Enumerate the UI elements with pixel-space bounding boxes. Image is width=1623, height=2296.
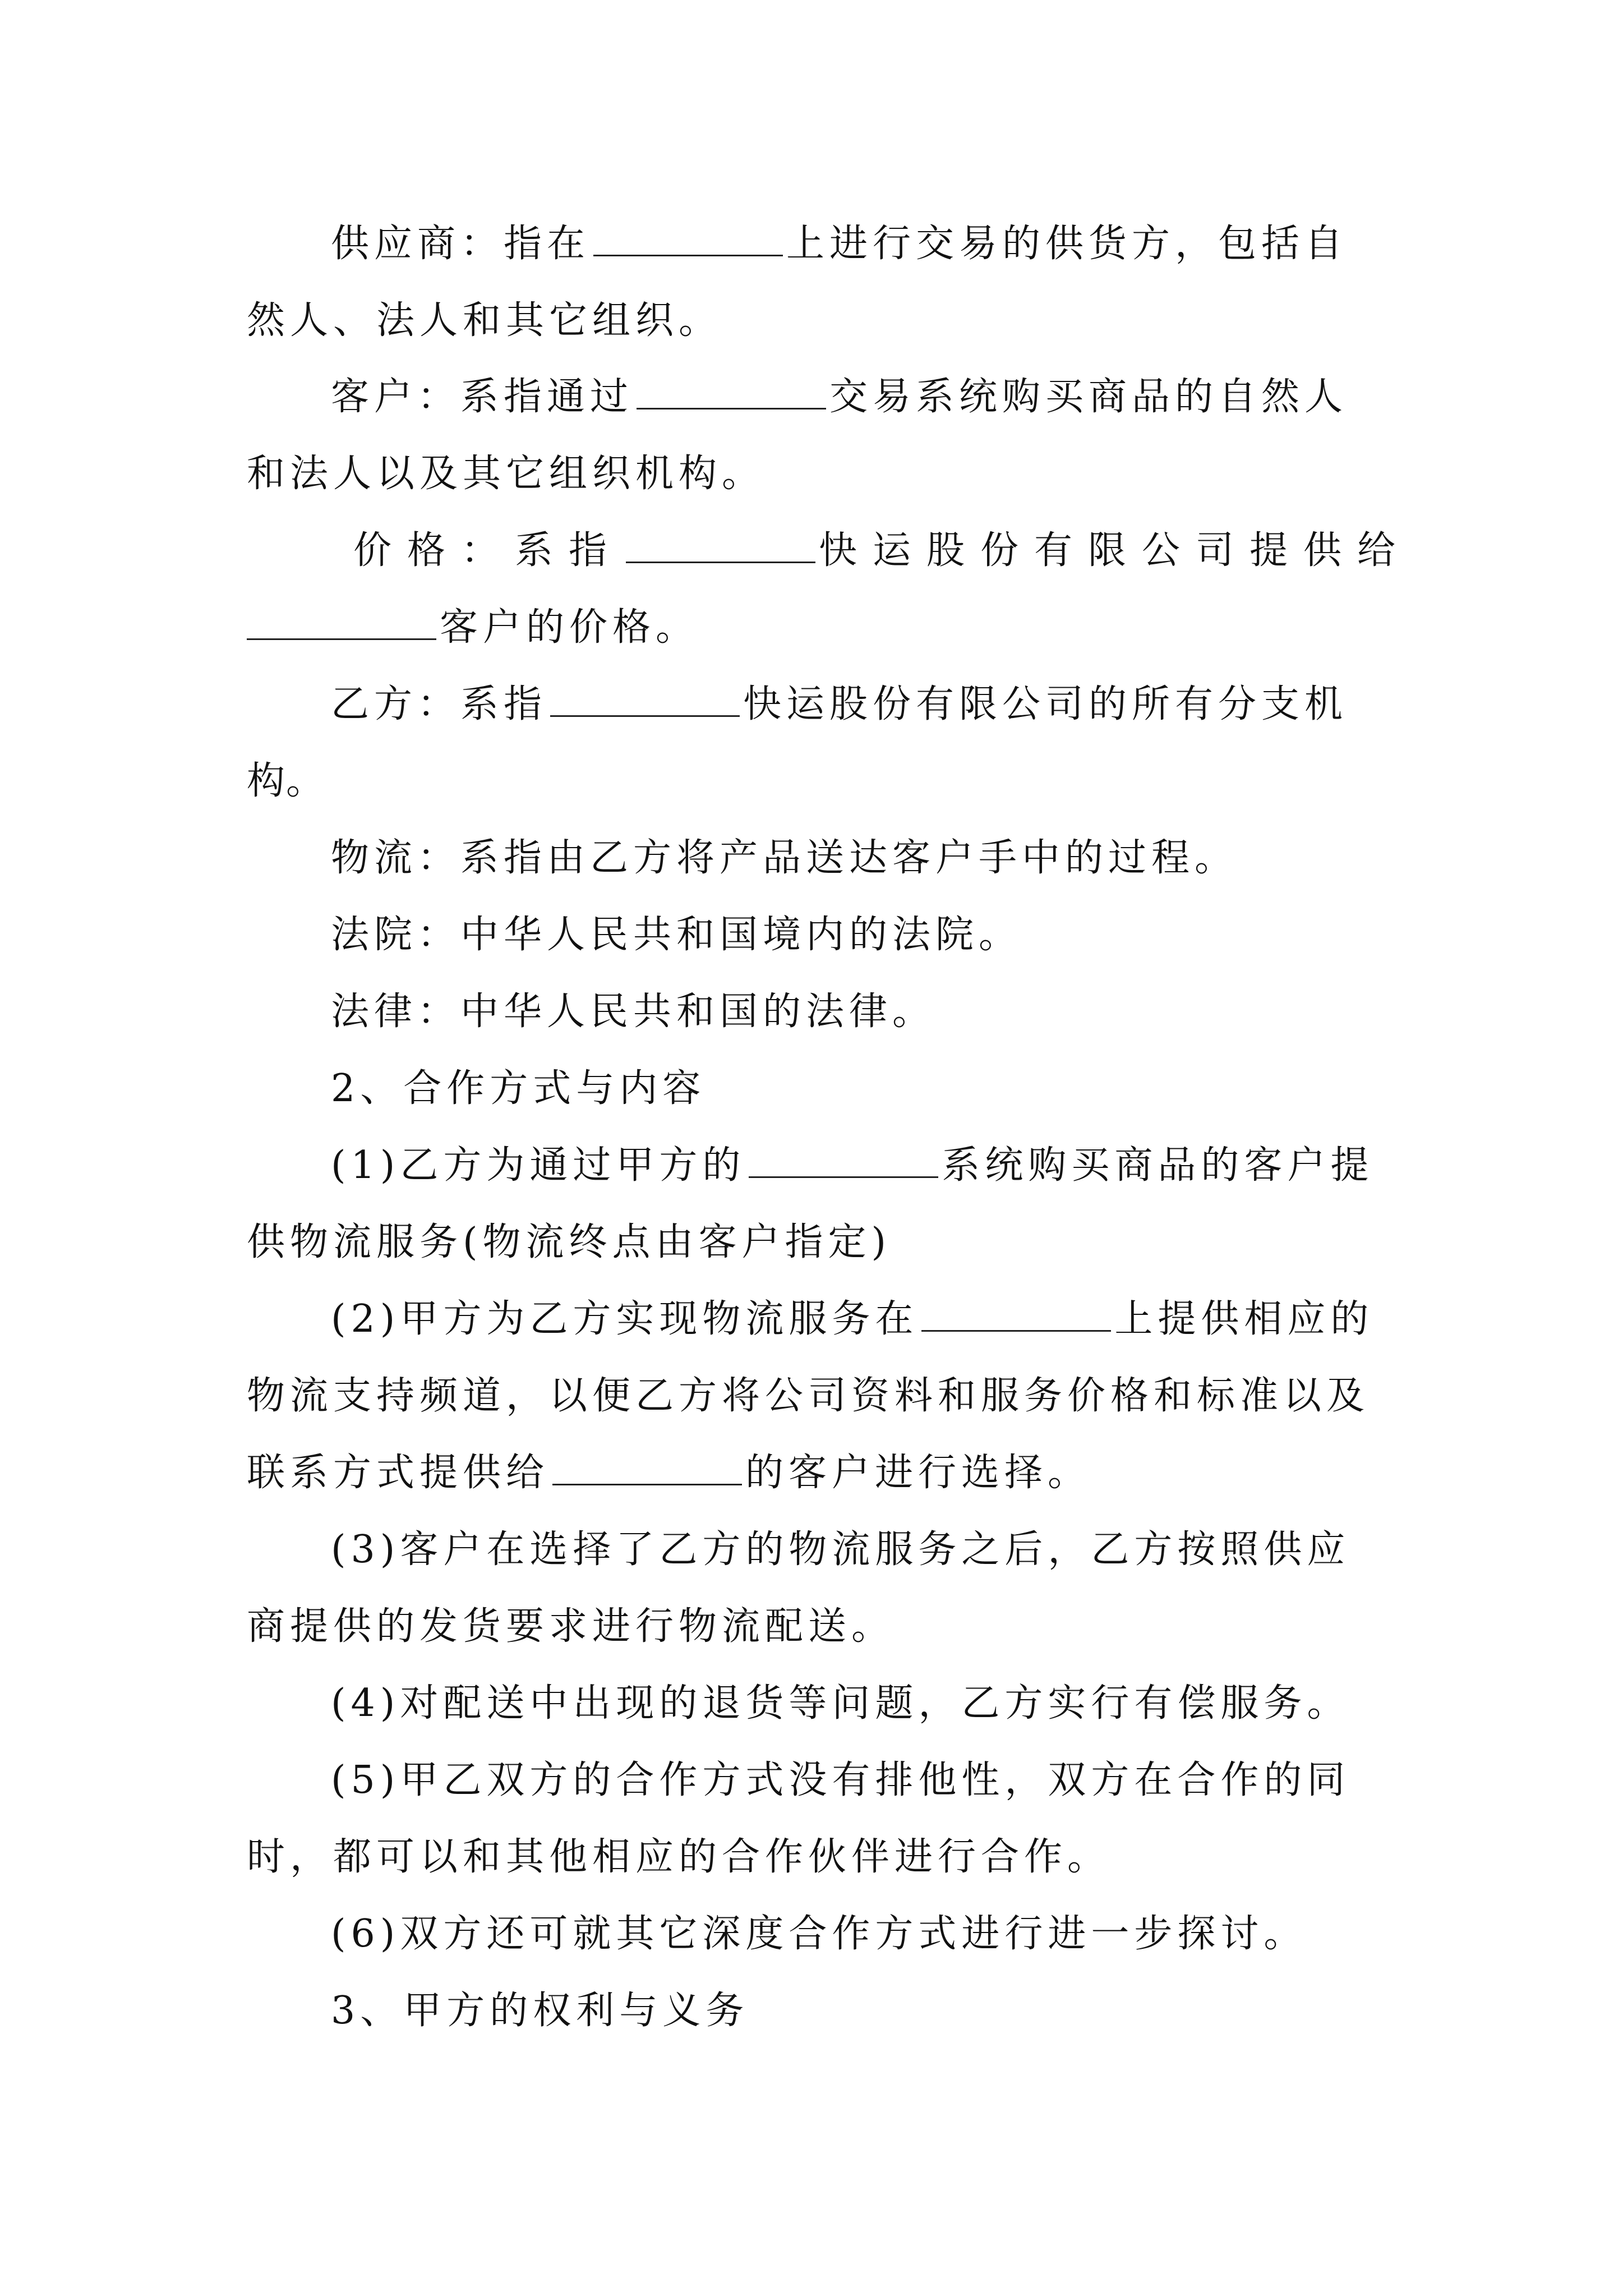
text-line — [247, 1448, 1091, 1498]
text-segment: (1)乙方为通过甲方的 — [331, 1143, 746, 1188]
fill-in-blank — [247, 605, 436, 640]
fill-in-blank — [552, 1450, 742, 1485]
text-segment: 物流支持频道，以便乙方将公司资料和服务价格和标准以及 — [247, 1374, 1370, 1418]
text-line — [331, 910, 1022, 960]
text-line — [331, 1909, 1307, 1959]
text-line — [331, 833, 1238, 884]
text-line — [247, 449, 765, 499]
text-segment: (6)双方还可就其它深度合作方式进行进一步探讨。 — [331, 1912, 1307, 1956]
text-segment: 物流：系指由乙方将产品送达客户手中的过程。 — [331, 836, 1238, 880]
text-segment: 供物流服务(物流终点由客户指定) — [247, 1220, 892, 1264]
fill-in-blank — [637, 374, 826, 409]
fill-in-blank — [749, 1143, 938, 1178]
text-line — [247, 1217, 891, 1268]
text-segment: 交易系统购买商品的自然人 — [829, 375, 1348, 419]
text-segment: 乙方：系指 — [331, 682, 547, 726]
text-segment: 快运股份有限公司提供给 — [819, 528, 1412, 573]
text-segment: 上提供相应的 — [1114, 1297, 1374, 1341]
text-segment: 构。 — [247, 759, 326, 803]
text-line — [331, 1678, 1350, 1729]
text-line — [331, 987, 935, 1037]
text-segment: 系统购买商品的客户提 — [942, 1143, 1374, 1188]
text-line — [331, 219, 1348, 269]
text-line — [331, 1140, 1373, 1191]
text-segment: 2、合作方式与内容 — [331, 1066, 706, 1111]
text-segment: (3)客户在选择了乙方的物流服务之后，乙方按照供应 — [331, 1527, 1350, 1572]
text-line — [331, 679, 1348, 730]
fill-in-blank — [550, 682, 740, 717]
section-heading — [331, 1986, 749, 2036]
text-line — [331, 1755, 1350, 1806]
text-segment: 法律：中华人民共和国的法律。 — [331, 990, 936, 1034]
text-line — [331, 1294, 1373, 1345]
text-line — [247, 1602, 895, 1652]
text-segment: 商提供的发货要求进行物流配送。 — [247, 1604, 895, 1649]
text-segment: 和法人以及其它组织机构。 — [247, 452, 766, 496]
text-segment: 3、甲方的权利与义务 — [331, 1989, 749, 2033]
fill-in-blank — [626, 528, 815, 563]
text-segment: (5)甲乙双方的合作方式没有排他性，双方在合作的同 — [331, 1758, 1350, 1802]
text-segment: 供应商：指在 — [331, 222, 591, 266]
text-line — [331, 1525, 1350, 1575]
text-segment: 法院：中华人民共和国境内的法院。 — [331, 913, 1022, 957]
fill-in-blank — [921, 1296, 1111, 1332]
section-heading — [331, 1064, 706, 1114]
text-segment: 然人、法人和其它组织。 — [247, 298, 722, 343]
text-segment: 客户：系指通过 — [331, 375, 634, 419]
text-segment: 客户的价格。 — [440, 605, 699, 650]
text-segment: 价格：系指 — [353, 528, 623, 573]
text-line — [247, 1371, 1370, 1421]
text-segment: 快运股份有限公司的所有分支机 — [743, 682, 1348, 726]
text-line — [247, 602, 699, 653]
text-segment: 上进行交易的供货方，包括自 — [786, 222, 1348, 266]
text-segment: (2)甲方为乙方实现物流服务在 — [331, 1297, 919, 1341]
fill-in-blank — [593, 221, 783, 256]
text-segment: (4)对配送中出现的退货等问题，乙方实行有偿服务。 — [331, 1681, 1350, 1726]
text-segment: 联系方式提供给 — [247, 1451, 550, 1495]
text-segment: 时，都可以和其他相应的合作伙伴进行合作。 — [247, 1835, 1111, 1879]
text-line — [247, 1832, 1110, 1883]
text-line — [331, 372, 1348, 422]
text-line — [247, 296, 722, 346]
text-segment: 的客户进行选择。 — [745, 1451, 1091, 1495]
text-line — [247, 756, 325, 807]
text-line — [353, 526, 1411, 576]
